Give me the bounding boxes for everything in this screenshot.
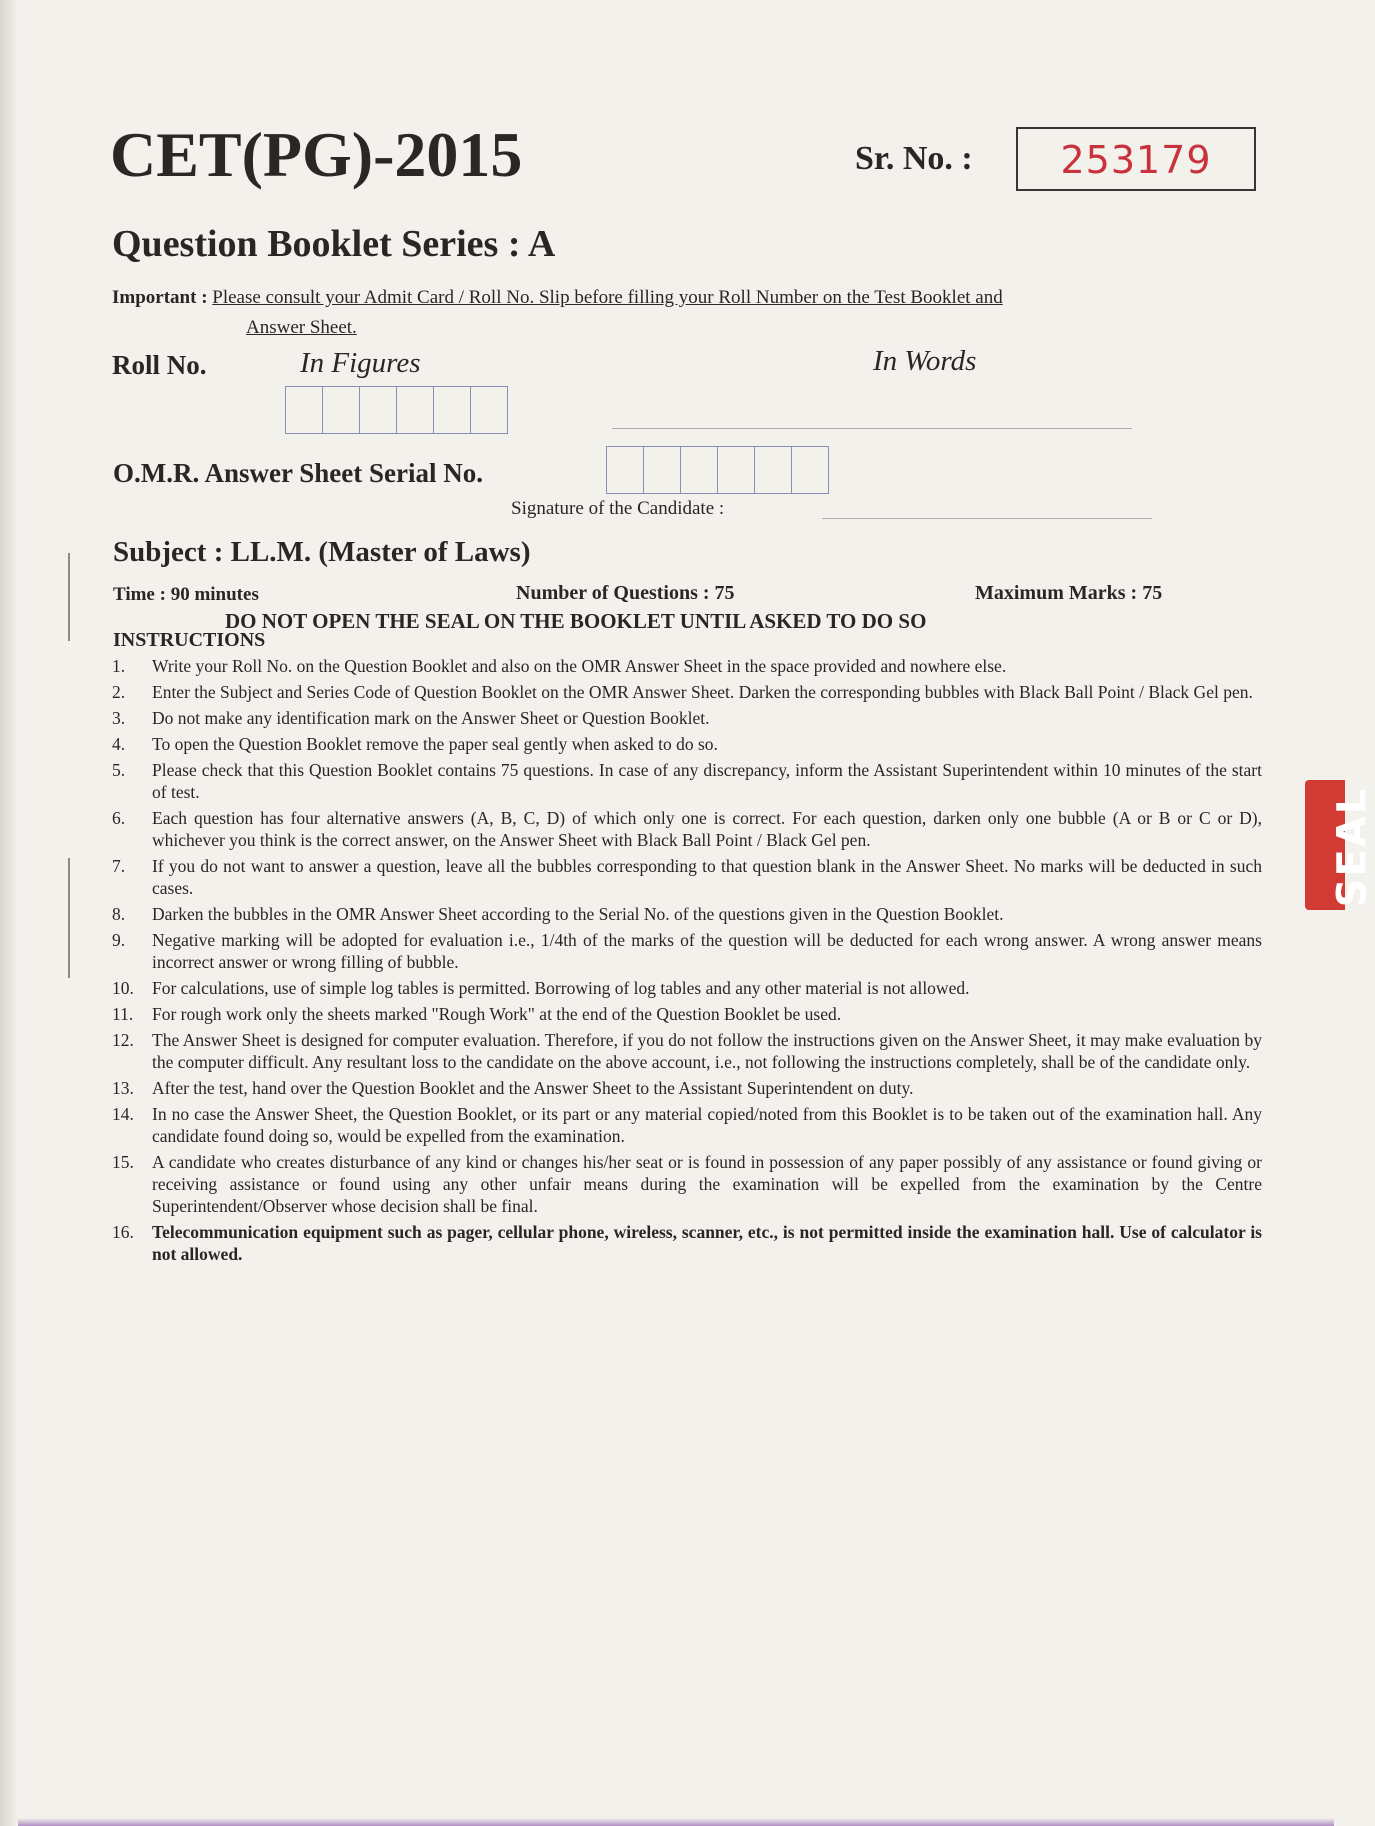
instruction-item xyxy=(112,855,1262,899)
instruction-number: 14. xyxy=(112,1104,134,1124)
instruction-number: 5. xyxy=(112,760,126,780)
instruction-item xyxy=(112,681,1262,703)
roll-no-label: Roll No. xyxy=(112,350,207,380)
instruction-item xyxy=(112,929,1262,973)
instruction-item xyxy=(112,1221,1262,1265)
instruction-text: For calculations, use of simple log tables is permitted. Borrowing of log tables and any other material is not allowed. xyxy=(152,978,970,998)
booklet-series: Question Booklet Series : A xyxy=(112,223,556,265)
omr-digit-box[interactable] xyxy=(754,446,792,494)
instruction-item xyxy=(112,903,1262,925)
time-info: Time : 90 minutes xyxy=(113,584,259,605)
instruction-text: Each question has four alternative answers (A, B, C, D) of which only one is correct. For each question, darken only one bubble (A or B or C or D), whichever you think is the correct answer, on the Answer Sheet with Black Ball Point / Black Gel pen. xyxy=(152,808,1262,850)
instruction-number: 11. xyxy=(112,1004,134,1024)
instruction-number: 4. xyxy=(112,734,126,754)
roll-digit-box[interactable] xyxy=(359,386,397,434)
instruction-number: 10. xyxy=(112,978,134,998)
instruction-text: The Answer Sheet is designed for computer evaluation. Therefore, if you do not follow the instructions given on the Answer Sheet, it may make evaluation by the computer difficult. Any resultant loss to the candidate on the above account, i.e., not following the instructions completely, shall be of the candidate only. xyxy=(152,1030,1262,1072)
instruction-number: 1. xyxy=(112,656,126,676)
signature-label: Signature of the Candidate : xyxy=(511,498,725,519)
in-figures-label: In Figures xyxy=(300,347,421,379)
instruction-item xyxy=(112,1003,1262,1025)
instruction-number: 13. xyxy=(112,1078,134,1098)
instruction-text: Enter the Subject and Series Code of Question Booklet on the OMR Answer Sheet. Darken the corresponding bubbles with Black Ball Point / Black Gel pen. xyxy=(152,682,1253,702)
instruction-text: If you do not want to answer a question, leave all the bubbles corresponding to that question blank in the Answer Sheet. No marks will be deducted in such cases. xyxy=(152,856,1262,898)
roll-digit-box[interactable] xyxy=(322,386,360,434)
serial-number: 253179 xyxy=(1060,138,1212,182)
seal-label: SEAL xyxy=(1329,786,1375,908)
instruction-text: Please check that this Question Booklet contains 75 questions. In case of any discrepancy, inform the Assistant Superintendent within 10 minutes of the start of test. xyxy=(152,760,1262,802)
important-note xyxy=(112,283,1272,343)
important-text-line1: Please consult your Admit Card / Roll No. Slip before filling your Roll Number on the Test Booklet and xyxy=(212,287,1003,308)
instruction-number: 12. xyxy=(112,1030,134,1050)
instruction-text: Do not make any identification mark on the Answer Sheet or Question Booklet. xyxy=(152,708,710,728)
omr-digit-box[interactable] xyxy=(791,446,829,494)
instruction-item xyxy=(112,807,1262,851)
instruction-item xyxy=(112,1103,1262,1147)
instruction-item xyxy=(112,707,1262,729)
instruction-item xyxy=(112,1029,1262,1073)
omr-digit-box[interactable] xyxy=(680,446,718,494)
roll-digit-box[interactable] xyxy=(396,386,434,434)
subject-title: Subject : LL.M. (Master of Laws) xyxy=(113,536,531,568)
instruction-text: Write your Roll No. on the Question Booklet and also on the OMR Answer Sheet in the space provided and nowhere else. xyxy=(152,656,1007,676)
instruction-text: Telecommunication equipment such as pager, cellular phone, wireless, scanner, etc., is not permitted inside the examination hall. Use of calculator is not allowed. xyxy=(152,1222,1262,1264)
binder-mark xyxy=(68,858,70,978)
instruction-text: Negative marking will be adopted for evaluation i.e., 1/4th of the marks of the question will be deducted for each wrong answer. A wrong answer means incorrect answer or wrong filling of bubble. xyxy=(152,930,1262,972)
instruction-number: 16. xyxy=(112,1222,134,1242)
important-label: Important : xyxy=(112,287,208,308)
maximum-marks: Maximum Marks : 75 xyxy=(975,582,1163,604)
instruction-number: 9. xyxy=(112,930,126,950)
instruction-item xyxy=(112,655,1262,677)
instruction-number: 8. xyxy=(112,904,126,924)
roll-digit-box[interactable] xyxy=(285,386,323,434)
instruction-number: 7. xyxy=(112,856,126,876)
omr-digit-box[interactable] xyxy=(606,446,644,494)
omr-serial-label: O.M.R. Answer Sheet Serial No. xyxy=(113,458,483,488)
instruction-number: 2. xyxy=(112,682,126,702)
instruction-text: In no case the Answer Sheet, the Question Booklet, or its part or any material copied/noted from this Booklet is to be taken out of the examination hall. Any candidate found doing so, would be expelled from the examination. xyxy=(152,1104,1262,1146)
question-count: Number of Questions : 75 xyxy=(516,582,735,604)
binder-mark xyxy=(68,553,70,641)
instruction-text: A candidate who creates disturbance of any kind or changes his/her seat or is found in possession of any paper possibly of any assistance or found giving or receiving assistance or found using any other unfair means during the examination will be expelled from the examination by the Centre Superintendent/Observer whose decision shall be final. xyxy=(152,1152,1262,1216)
instruction-number: 3. xyxy=(112,708,126,728)
instruction-text: Darken the bubbles in the OMR Answer Sheet according to the Serial No. of the questions given in the Question Booklet. xyxy=(152,904,1004,924)
instruction-item xyxy=(112,733,1262,755)
roll-number-boxes[interactable] xyxy=(285,386,507,434)
roll-in-words-line[interactable] xyxy=(612,428,1132,429)
omr-digit-box[interactable] xyxy=(643,446,681,494)
page-left-edge xyxy=(0,0,18,1826)
instruction-item xyxy=(112,759,1262,803)
signature-line[interactable] xyxy=(822,518,1152,519)
instruction-text: After the test, hand over the Question Booklet and the Answer Sheet to the Assistant Superintendent on duty. xyxy=(152,1078,914,1098)
instruction-text: To open the Question Booklet remove the paper seal gently when asked to do so. xyxy=(152,734,718,754)
instruction-item xyxy=(112,1077,1262,1099)
serial-label: Sr. No. : xyxy=(855,140,973,177)
instructions-list xyxy=(112,655,1262,1269)
roll-digit-box[interactable] xyxy=(433,386,471,434)
instruction-number: 15. xyxy=(112,1152,134,1172)
instruction-text: For rough work only the sheets marked "Rough Work" at the end of the Question Booklet be used. xyxy=(152,1004,842,1024)
omr-digit-box[interactable] xyxy=(717,446,755,494)
instruction-item xyxy=(112,1151,1262,1217)
omr-serial-boxes[interactable] xyxy=(606,446,828,494)
instruction-number: 6. xyxy=(112,808,126,828)
in-words-label: In Words xyxy=(873,345,977,377)
exam-title: CET(PG)-2015 xyxy=(110,119,523,190)
important-text-line2: Answer Sheet. xyxy=(246,317,357,338)
page-bottom-edge xyxy=(18,1818,1334,1826)
instruction-item xyxy=(112,977,1262,999)
instructions-heading: INSTRUCTIONS xyxy=(113,629,266,651)
roll-digit-box[interactable] xyxy=(470,386,508,434)
seal-warning: DO NOT OPEN THE SEAL ON THE BOOKLET UNTIL ASKED TO DO SO xyxy=(225,609,927,633)
